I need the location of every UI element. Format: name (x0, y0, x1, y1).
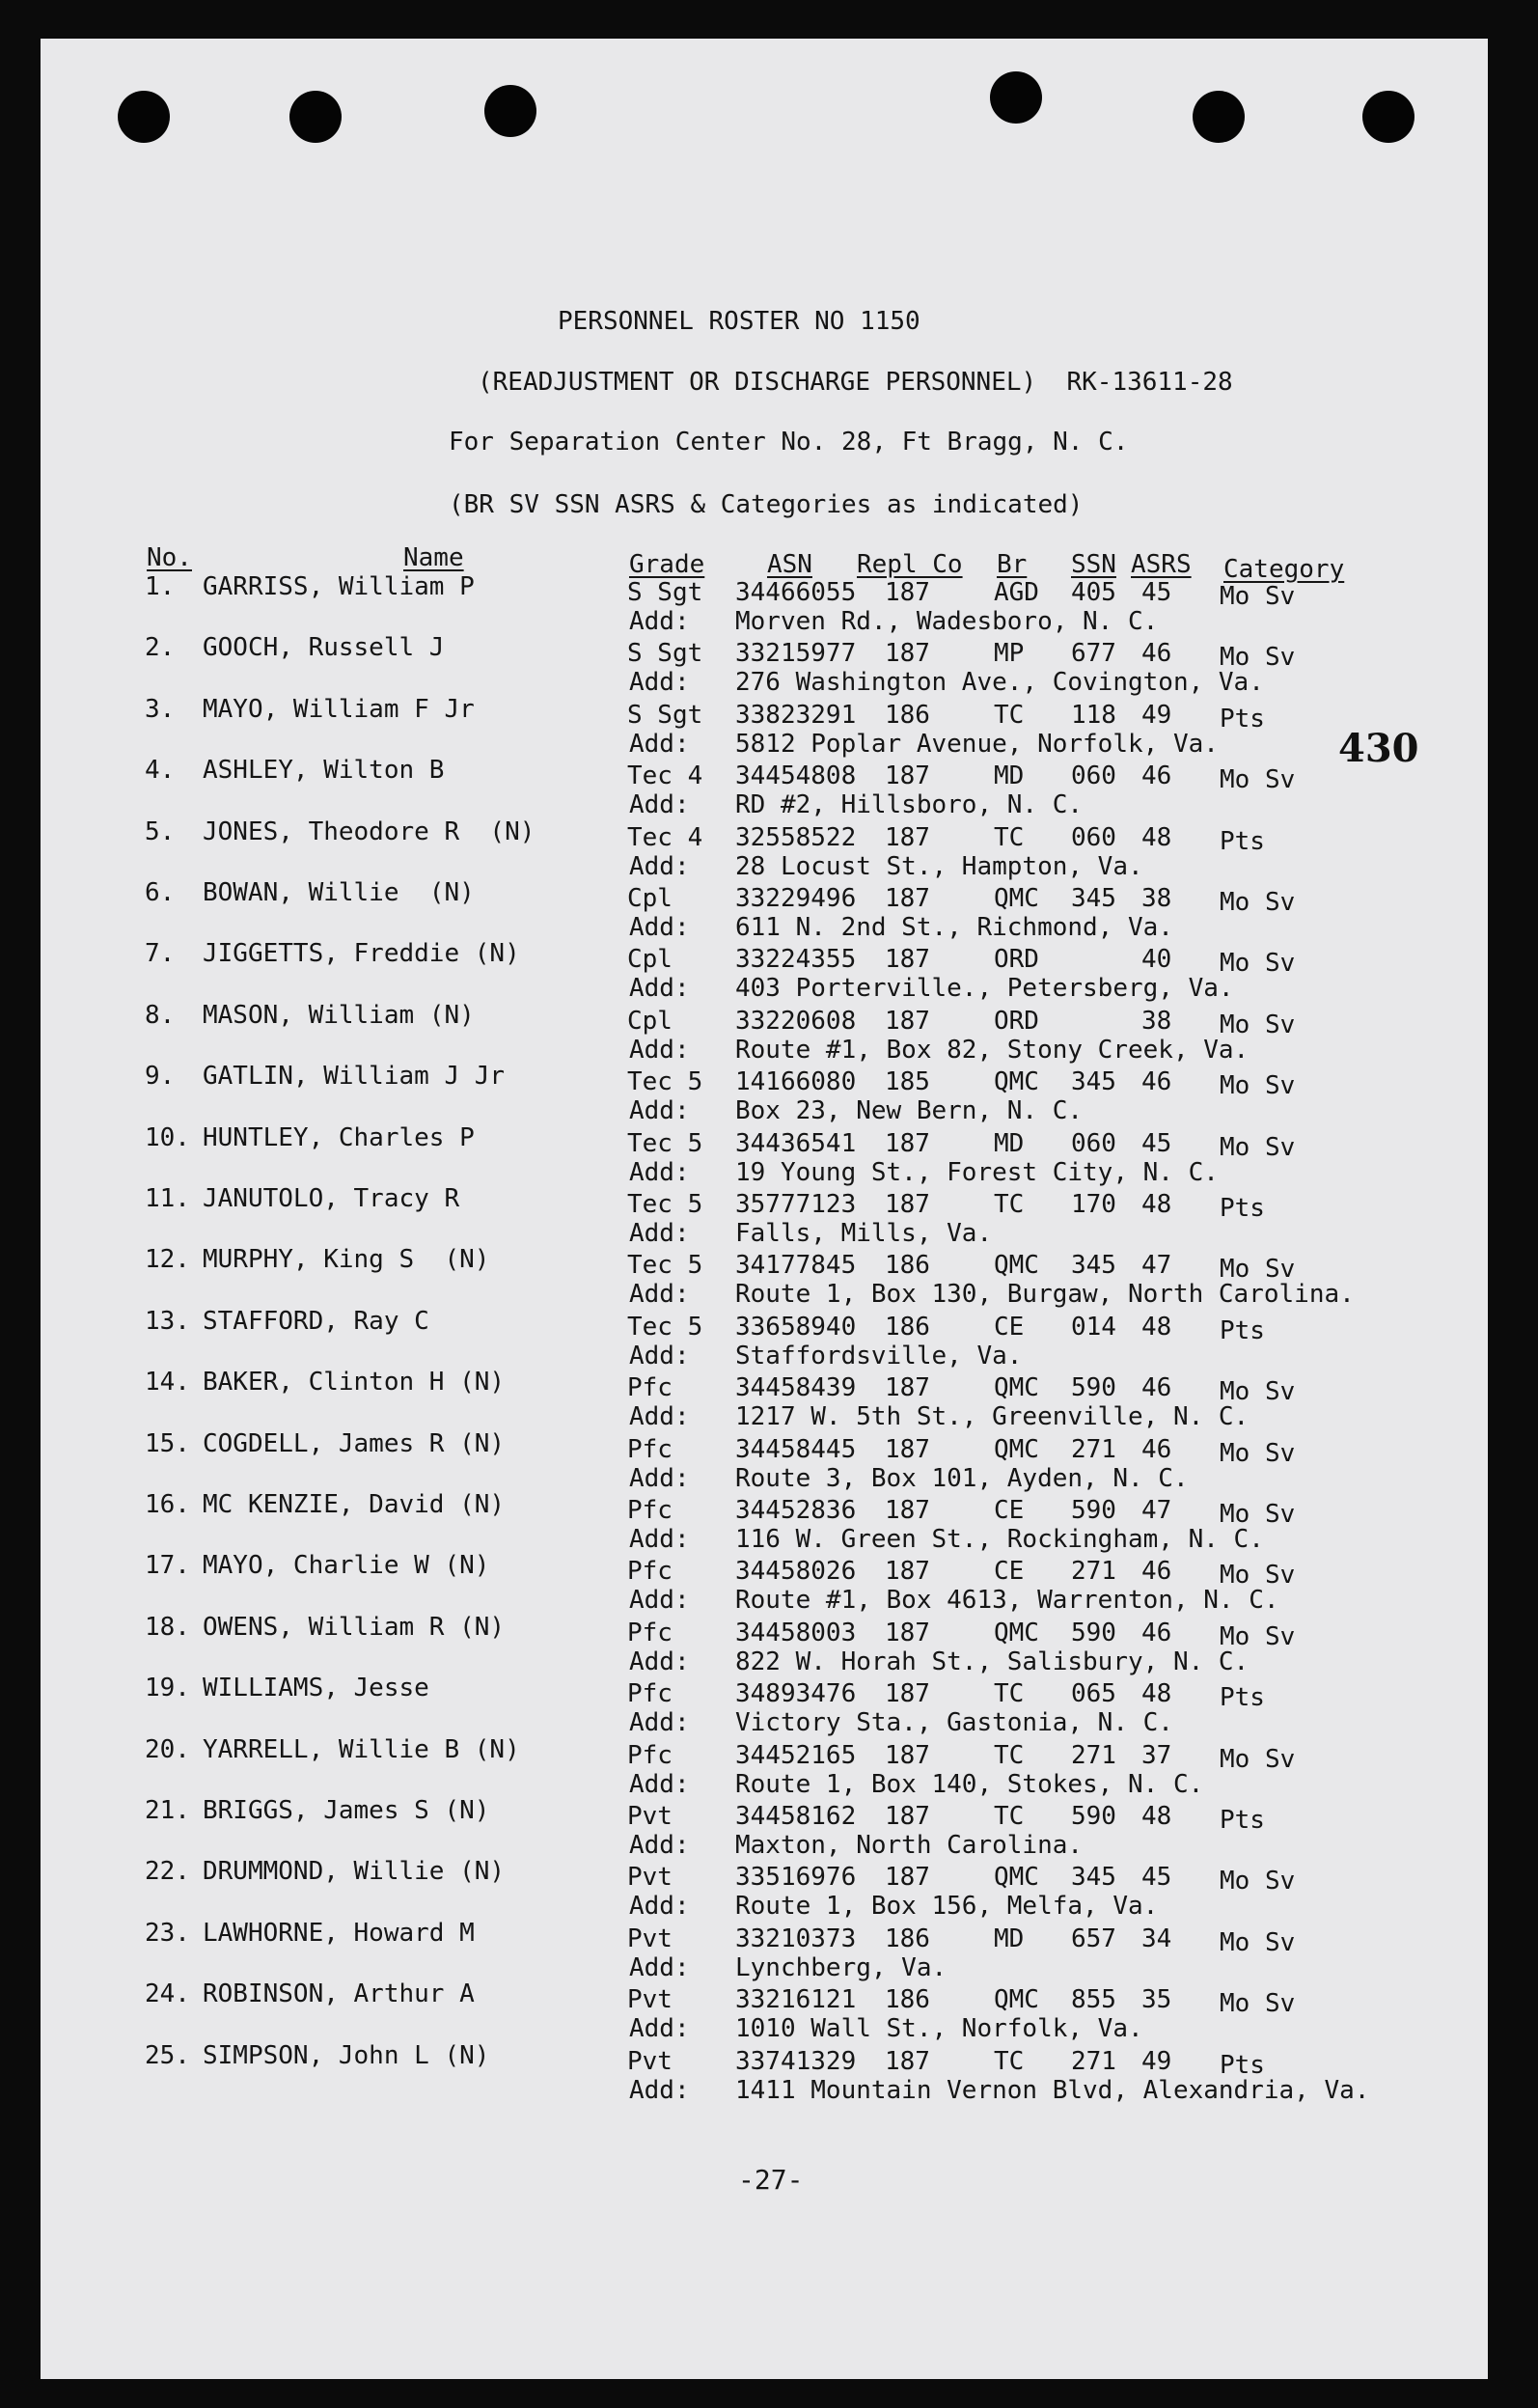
soldier-name: GARRISS, William P (203, 572, 475, 601)
category: Mo Sv (1220, 1928, 1296, 1957)
address: Route #1, Box 82, Stony Creek, Va. (735, 1036, 1250, 1065)
category: Mo Sv (1220, 1439, 1296, 1468)
column-header-name: Name (403, 543, 464, 572)
row-number: 2. (145, 633, 176, 662)
category: Pts (1220, 1806, 1265, 1835)
branch: TC (994, 1741, 1025, 1770)
address: 276 Washington Ave., Covington, Va. (735, 668, 1264, 697)
soldier-name: SIMPSON, John L (N) (203, 2041, 490, 2070)
address-label: Add: (629, 2076, 690, 2105)
ssn: 590 (1071, 1802, 1116, 1831)
repl-co: 187 (885, 1863, 930, 1892)
branch: QMC (994, 1985, 1039, 2014)
asrs: 34 (1141, 1924, 1172, 1953)
grade: S Sgt (627, 639, 703, 668)
row-number: 10. (145, 1123, 190, 1152)
asn: 34452836 (735, 1496, 857, 1525)
soldier-name: MURPHY, King S (N) (203, 1245, 490, 1274)
ssn: 065 (1071, 1679, 1116, 1708)
column-header-repl-co: Repl Co (857, 550, 963, 579)
row-number: 5. (145, 817, 176, 846)
address-label: Add: (629, 1525, 690, 1554)
grade: Cpl (627, 884, 673, 913)
ssn: 855 (1071, 1985, 1116, 2014)
category: Mo Sv (1220, 582, 1296, 611)
asn: 33229496 (735, 884, 857, 913)
address-label: Add: (629, 1158, 690, 1187)
punch-hole-6 (1362, 91, 1414, 143)
row-number: 8. (145, 1001, 176, 1030)
soldier-name: MAYO, William F Jr (203, 695, 475, 724)
asn: 34454808 (735, 761, 857, 790)
ssn: 590 (1071, 1496, 1116, 1525)
ssn: 271 (1071, 1557, 1116, 1586)
asrs: 45 (1141, 578, 1172, 607)
category: Mo Sv (1220, 1745, 1296, 1774)
asrs: 48 (1141, 1679, 1172, 1708)
ssn: 170 (1071, 1190, 1116, 1219)
asn: 33741329 (735, 2047, 857, 2076)
ssn: 590 (1071, 1619, 1116, 1647)
asrs: 46 (1141, 1619, 1172, 1647)
grade: Tec 4 (627, 761, 703, 790)
branch: MD (994, 1924, 1025, 1953)
repl-co: 186 (885, 701, 930, 730)
row-number: 3. (145, 695, 176, 724)
grade: Pvt (627, 1802, 673, 1831)
row-number: 17. (145, 1551, 190, 1580)
repl-co: 185 (885, 1067, 930, 1096)
asn: 34458026 (735, 1557, 857, 1586)
punch-hole-1 (118, 91, 170, 143)
category: Mo Sv (1220, 1010, 1296, 1039)
asrs: 48 (1141, 1313, 1172, 1342)
soldier-name: COGDELL, James R (N) (203, 1429, 506, 1458)
address: Maxton, North Carolina. (735, 1831, 1084, 1860)
address: Route 1, Box 140, Stokes, N. C. (735, 1770, 1204, 1799)
asn: 14166080 (735, 1067, 857, 1096)
address: 611 N. 2nd St., Richmond, Va. (735, 913, 1173, 942)
repl-co: 187 (885, 1373, 930, 1402)
address: Box 23, New Bern, N. C. (735, 1096, 1084, 1125)
punch-hole-3 (484, 85, 536, 137)
branch: QMC (994, 1619, 1039, 1647)
category: Mo Sv (1220, 888, 1296, 917)
address-label: Add: (629, 2014, 690, 2043)
asrs: 45 (1141, 1129, 1172, 1158)
category: Pts (1220, 1683, 1265, 1712)
soldier-name: BAKER, Clinton H (N) (203, 1368, 506, 1397)
soldier-name: MASON, William (N) (203, 1001, 475, 1030)
row-number: 1. (145, 572, 176, 601)
soldier-name: DRUMMOND, Willie (N) (203, 1857, 506, 1886)
category: Mo Sv (1220, 1989, 1296, 2018)
grade: Pvt (627, 1985, 673, 2014)
grade: Pfc (627, 1741, 673, 1770)
repl-co: 186 (885, 1985, 930, 2014)
repl-co: 186 (885, 1313, 930, 1342)
ssn: 677 (1071, 639, 1116, 668)
punch-hole-4 (990, 71, 1042, 124)
asn: 33215977 (735, 639, 857, 668)
asrs: 45 (1141, 1863, 1172, 1892)
row-number: 15. (145, 1429, 190, 1458)
category: Pts (1220, 1316, 1265, 1345)
ssn: 345 (1071, 884, 1116, 913)
address-label: Add: (629, 1402, 690, 1431)
asrs: 38 (1141, 1007, 1172, 1036)
asn: 33224355 (735, 945, 857, 974)
column-header-asrs: ASRS (1131, 550, 1192, 579)
address-label: Add: (629, 1280, 690, 1309)
asrs: 47 (1141, 1496, 1172, 1525)
branch: QMC (994, 1067, 1039, 1096)
soldier-name: JANUTOLO, Tracy R (203, 1184, 460, 1213)
address-label: Add: (629, 1953, 690, 1982)
soldier-name: ASHLEY, Wilton B (203, 756, 445, 785)
ssn: 014 (1071, 1313, 1116, 1342)
asrs: 46 (1141, 1373, 1172, 1402)
asn: 33516976 (735, 1863, 857, 1892)
repl-co: 187 (885, 1007, 930, 1036)
repl-co: 187 (885, 1129, 930, 1158)
soldier-name: BRIGGS, James S (N) (203, 1796, 490, 1825)
address: Route 1, Box 156, Melfa, Va. (735, 1892, 1159, 1921)
row-number: 22. (145, 1857, 190, 1886)
asrs: 38 (1141, 884, 1172, 913)
grade: Tec 5 (627, 1190, 703, 1219)
category: Mo Sv (1220, 1622, 1296, 1651)
soldier-name: GOOCH, Russell J (203, 633, 445, 662)
branch: MP (994, 639, 1025, 668)
address: 403 Porterville., Petersberg, Va. (735, 974, 1234, 1003)
soldier-name: ROBINSON, Arthur A (203, 1979, 475, 2008)
category: Mo Sv (1220, 643, 1296, 672)
ssn: 590 (1071, 1373, 1116, 1402)
asrs: 46 (1141, 639, 1172, 668)
row-number: 23. (145, 1919, 190, 1948)
asrs: 40 (1141, 945, 1172, 974)
ssn: 345 (1071, 1067, 1116, 1096)
punch-hole-2 (289, 91, 342, 143)
category: Mo Sv (1220, 1561, 1296, 1590)
branch: ORD (994, 1007, 1039, 1036)
branch: TC (994, 1190, 1025, 1219)
address-label: Add: (629, 607, 690, 636)
grade: Pvt (627, 2047, 673, 2076)
soldier-name: JIGGETTS, Freddie (N) (203, 939, 520, 968)
separation-center-line: For Separation Center No. 28, Ft Bragg, N. C. (449, 428, 1129, 457)
category: Mo Sv (1220, 1867, 1296, 1896)
row-number: 13. (145, 1307, 190, 1336)
branch: ORD (994, 945, 1039, 974)
stamped-page-count: 430 (1338, 726, 1419, 771)
column-header-br: Br (997, 550, 1028, 579)
address: Victory Sta., Gastonia, N. C. (735, 1708, 1173, 1737)
repl-co: 186 (885, 1924, 930, 1953)
row-number: 12. (145, 1245, 190, 1274)
row-number: 16. (145, 1490, 190, 1519)
grade: Tec 5 (627, 1129, 703, 1158)
ssn: 345 (1071, 1863, 1116, 1892)
row-number: 19. (145, 1674, 190, 1702)
ssn: 271 (1071, 1435, 1116, 1464)
asn: 33823291 (735, 701, 857, 730)
address-label: Add: (629, 1096, 690, 1125)
asrs: 46 (1141, 1435, 1172, 1464)
ssn: 657 (1071, 1924, 1116, 1953)
grade: Pfc (627, 1435, 673, 1464)
grade: Pvt (627, 1924, 673, 1953)
address-label: Add: (629, 1770, 690, 1799)
asn: 32558522 (735, 823, 857, 852)
ssn: 060 (1071, 1129, 1116, 1158)
grade: Pfc (627, 1496, 673, 1525)
address: Route 1, Box 130, Burgaw, North Carolina. (735, 1280, 1355, 1309)
row-number: 11. (145, 1184, 190, 1213)
asrs: 49 (1141, 701, 1172, 730)
soldier-name: BOWAN, Willie (N) (203, 878, 475, 907)
soldier-name: YARRELL, Willie B (N) (203, 1735, 520, 1764)
address: 28 Locust St., Hampton, Va. (735, 852, 1143, 881)
category: Mo Sv (1220, 1377, 1296, 1406)
branch: TC (994, 701, 1025, 730)
punch-hole-5 (1193, 91, 1245, 143)
address: 1217 W. 5th St., Greenville, N. C. (735, 1402, 1250, 1431)
row-number: 25. (145, 2041, 190, 2070)
column-header-grade: Grade (629, 550, 705, 579)
repl-co: 187 (885, 823, 930, 852)
address-label: Add: (629, 1586, 690, 1615)
column-header-no: No. (147, 543, 192, 572)
asrs: 47 (1141, 1251, 1172, 1280)
ssn: 271 (1071, 2047, 1116, 2076)
address-label: Add: (629, 913, 690, 942)
address-label: Add: (629, 1892, 690, 1921)
category: Pts (1220, 1194, 1265, 1223)
asn: 34436541 (735, 1129, 857, 1158)
asrs: 37 (1141, 1741, 1172, 1770)
grade: Tec 5 (627, 1067, 703, 1096)
column-header-asn: ASN (767, 550, 812, 579)
category: Pts (1220, 827, 1265, 856)
branch: QMC (994, 1435, 1039, 1464)
address: Lynchberg, Va. (735, 1953, 948, 1982)
grade: Pvt (627, 1863, 673, 1892)
branch: QMC (994, 1251, 1039, 1280)
address: 822 W. Horah St., Salisbury, N. C. (735, 1647, 1250, 1676)
category: Mo Sv (1220, 1071, 1296, 1100)
asrs: 46 (1141, 1067, 1172, 1096)
branch: QMC (994, 1373, 1039, 1402)
address: Route 3, Box 101, Ayden, N. C. (735, 1464, 1189, 1493)
asrs: 48 (1141, 1802, 1172, 1831)
category: Mo Sv (1220, 949, 1296, 978)
address: 5812 Poplar Avenue, Norfolk, Va. (735, 730, 1219, 759)
asn: 34466055 (735, 578, 857, 607)
grade: Tec 5 (627, 1313, 703, 1342)
repl-co: 186 (885, 1251, 930, 1280)
branch: AGD (994, 578, 1039, 607)
asn: 33216121 (735, 1985, 857, 2014)
soldier-name: HUNTLEY, Charles P (203, 1123, 475, 1152)
soldier-name: MAYO, Charlie W (N) (203, 1551, 490, 1580)
repl-co: 187 (885, 1557, 930, 1586)
ssn: 345 (1071, 1251, 1116, 1280)
ssn: 271 (1071, 1741, 1116, 1770)
asn: 34458445 (735, 1435, 857, 1464)
row-number: 4. (145, 756, 176, 785)
grade: Pfc (627, 1679, 673, 1708)
address: Morven Rd., Wadesboro, N. C. (735, 607, 1159, 636)
row-number: 24. (145, 1979, 190, 2008)
category: Mo Sv (1220, 1500, 1296, 1529)
asn: 33658940 (735, 1313, 857, 1342)
address-label: Add: (629, 1219, 690, 1248)
ssn: 405 (1071, 578, 1116, 607)
address-label: Add: (629, 1708, 690, 1737)
address: RD #2, Hillsboro, N. C. (735, 790, 1084, 819)
address: 1010 Wall St., Norfolk, Va. (735, 2014, 1143, 2043)
address: Falls, Mills, Va. (735, 1219, 993, 1248)
category: Mo Sv (1220, 765, 1296, 794)
asrs: 48 (1141, 823, 1172, 852)
page-number: -27- (738, 2164, 804, 2196)
repl-co: 187 (885, 884, 930, 913)
ssn: 060 (1071, 761, 1116, 790)
address: Route #1, Box 4613, Warrenton, N. C. (735, 1586, 1279, 1615)
grade: Pfc (627, 1557, 673, 1586)
branch: TC (994, 823, 1025, 852)
grade: S Sgt (627, 701, 703, 730)
repl-co: 187 (885, 1679, 930, 1708)
roster-title: PERSONNEL ROSTER NO 1150 (558, 307, 920, 336)
asn: 34177845 (735, 1251, 857, 1280)
row-number: 7. (145, 939, 176, 968)
grade: Cpl (627, 945, 673, 974)
row-number: 6. (145, 878, 176, 907)
address: 1411 Mountain Vernon Blvd, Alexandria, Va. (735, 2076, 1370, 2105)
asn: 33220608 (735, 1007, 857, 1036)
address: 116 W. Green St., Rockingham, N. C. (735, 1525, 1264, 1554)
branch: QMC (994, 1863, 1039, 1892)
row-number: 18. (145, 1613, 190, 1642)
category: Mo Sv (1220, 1133, 1296, 1162)
branch: CE (994, 1313, 1025, 1342)
address-label: Add: (629, 1342, 690, 1370)
address-label: Add: (629, 1036, 690, 1065)
branch: QMC (994, 884, 1039, 913)
repl-co: 187 (885, 945, 930, 974)
repl-co: 187 (885, 1802, 930, 1831)
categories-note: (BR SV SSN ASRS & Categories as indicated) (449, 490, 1084, 519)
asrs: 46 (1141, 761, 1172, 790)
repl-co: 187 (885, 578, 930, 607)
repl-co: 187 (885, 639, 930, 668)
repl-co: 187 (885, 761, 930, 790)
address-label: Add: (629, 1831, 690, 1860)
grade: Cpl (627, 1007, 673, 1036)
branch: MD (994, 761, 1025, 790)
repl-co: 187 (885, 1619, 930, 1647)
roster-subtitle: (READJUSTMENT OR DISCHARGE PERSONNEL) RK-13611-28 (478, 368, 1233, 397)
soldier-name: MC KENZIE, David (N) (203, 1490, 506, 1519)
grade: Pfc (627, 1619, 673, 1647)
soldier-name: JONES, Theodore R (N) (203, 817, 536, 846)
repl-co: 187 (885, 1496, 930, 1525)
asn: 34458439 (735, 1373, 857, 1402)
column-header-ssn: SSN (1071, 550, 1116, 579)
address-label: Add: (629, 730, 690, 759)
asrs: 35 (1141, 1985, 1172, 2014)
grade: Tec 5 (627, 1251, 703, 1280)
soldier-name: WILLIAMS, Jesse (203, 1674, 429, 1702)
column-header-category: Category (1223, 555, 1345, 584)
address-label: Add: (629, 668, 690, 697)
asn: 34452165 (735, 1741, 857, 1770)
address: 19 Young St., Forest City, N. C. (735, 1158, 1219, 1187)
address: Staffordsville, Va. (735, 1342, 1023, 1370)
category: Pts (1220, 2051, 1265, 2080)
row-number: 14. (145, 1368, 190, 1397)
soldier-name: LAWHORNE, Howard M (203, 1919, 475, 1948)
grade: Tec 4 (627, 823, 703, 852)
address-label: Add: (629, 974, 690, 1003)
repl-co: 187 (885, 1741, 930, 1770)
asn: 34458003 (735, 1619, 857, 1647)
branch: TC (994, 1802, 1025, 1831)
soldier-name: GATLIN, William J Jr (203, 1062, 506, 1091)
asn: 34893476 (735, 1679, 857, 1708)
soldier-name: STAFFORD, Ray C (203, 1307, 429, 1336)
category: Mo Sv (1220, 1255, 1296, 1284)
grade: Pfc (627, 1373, 673, 1402)
grade: S Sgt (627, 578, 703, 607)
asn: 34458162 (735, 1802, 857, 1831)
row-number: 9. (145, 1062, 176, 1091)
repl-co: 187 (885, 1190, 930, 1219)
branch: CE (994, 1496, 1025, 1525)
ssn: 060 (1071, 823, 1116, 852)
repl-co: 187 (885, 2047, 930, 2076)
branch: TC (994, 2047, 1025, 2076)
asrs: 46 (1141, 1557, 1172, 1586)
asn: 35777123 (735, 1190, 857, 1219)
address-label: Add: (629, 1464, 690, 1493)
soldier-name: OWENS, William R (N) (203, 1613, 506, 1642)
asrs: 49 (1141, 2047, 1172, 2076)
branch: CE (994, 1557, 1025, 1586)
repl-co: 187 (885, 1435, 930, 1464)
address-label: Add: (629, 1647, 690, 1676)
address-label: Add: (629, 852, 690, 881)
row-number: 20. (145, 1735, 190, 1764)
branch: TC (994, 1679, 1025, 1708)
category: Pts (1220, 705, 1265, 733)
row-number: 21. (145, 1796, 190, 1825)
asn: 33210373 (735, 1924, 857, 1953)
branch: MD (994, 1129, 1025, 1158)
ssn: 118 (1071, 701, 1116, 730)
asrs: 48 (1141, 1190, 1172, 1219)
address-label: Add: (629, 790, 690, 819)
